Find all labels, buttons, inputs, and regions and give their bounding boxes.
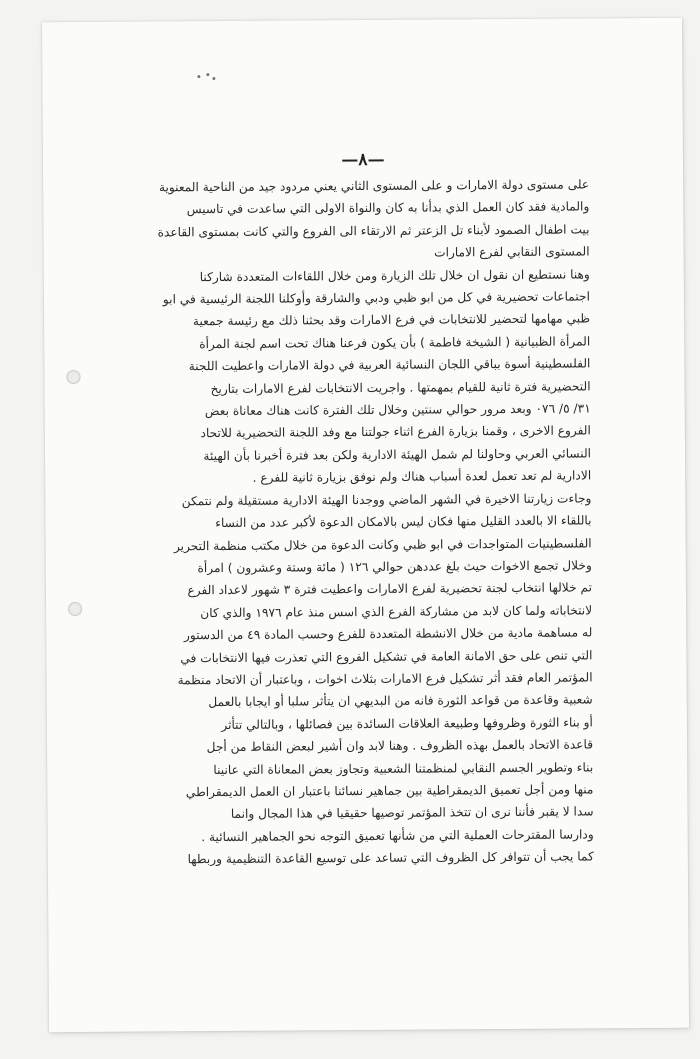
text-line: قاعدة الاتحاد بالعمل بهذه الظروف . وهنا لابد وان أشير لبعض النقاط من أجل xyxy=(206,737,594,755)
text-line: المرأة الظبيانية ( الشيخة فاطمة ) بأن يكون فرعنا هناك تحت اسم لجنة المرأة xyxy=(199,334,591,351)
text-line: بناء وتطوير الجسم النقابي لمنظمتنا الشعبية وتجاوز بعض المعاناة التي عانينا xyxy=(213,759,594,777)
text-line: كما يجب أن تتوافر كل الظروف التي تساعد على توسيع القاعدة التنظيمية وربطها xyxy=(187,849,594,867)
page-number: —٨— xyxy=(341,149,385,171)
text-line: النسائي العربي وحاولنا لم شمل الهيئة الادارية ولكن بعد فترة أخبرنا بأن الهيئة xyxy=(203,446,592,463)
text-line: وخلال تجمع الاخوات حيث بلغ عددهن حوالي ١٢٦ ( مائة وستة وعشرون ) امرأة xyxy=(197,558,592,576)
text-line: اجتماعات تحضيرية في كل من ابو ظبي ودبي والشارقة وأوكلنا اللجنة الرئيسية في ابو xyxy=(162,289,590,307)
text-line: لانتخاباته ولما كان لابد من مشاركة الفرع الذي اسس منذ عام ١٩٧٦ والذي كان xyxy=(200,603,593,620)
text-line: التحضيرية فترة ثانية للقيام بمهمتها . واجريت الانتخابات لفرع الامارات بتاريخ xyxy=(210,379,591,396)
text-line: منها ومن أجل تعميق الديمقراطية بين جماهير نسائنا باعتبار ان العمل الديمقراطي xyxy=(185,782,594,800)
document-page xyxy=(42,18,689,1032)
text-line: الفلسطينية أسوة بباقي اللجان النسائية العربية في دولة الامارات واعطيت اللجنة xyxy=(188,356,591,374)
text-line: باللقاء الا بالعدد القليل منها فكان ليس بالامكان الدعوة لأكبر عدد من النساء xyxy=(215,513,592,531)
text-line: وهنا نستطيع ان نقول ان خلال تلك الزيارة ومن خلال اللقاءات المتعددة شاركنا xyxy=(199,267,590,284)
text-line: ودارسا المقترحات العملية التي من شأنها تعميق التوجه نحو الجماهير النسائية . xyxy=(201,827,594,844)
paragraph-2 xyxy=(128,263,592,490)
text-line: بيت اطفال الصمود لأبناء تل الزعتر ثم الارتقاء الى الفروع والتي كانت بمستوى القاعدة xyxy=(157,222,590,240)
text-line: له مساهمة مادية من خلال الانشطة المتعددة للفرع وحسب المادة ٤٩ من الدستور xyxy=(183,625,593,643)
ink-speck-marks xyxy=(197,73,217,81)
document-body xyxy=(127,173,594,871)
text-line: سدا لا يقبر فأننا نرى ان تتخذ المؤتمر توصيها حقيقيا في هذا المجال وانما xyxy=(230,804,594,822)
text-line: التي تنص على حق الامانة العامة في تشكيل الفروع التي تعذرت فيها الانتخابات في xyxy=(180,647,593,665)
text-line: الفلسطينيات المتواجدات في ابو ظبي وكانت الدعوة من خلال مكتب منظمة التحرير xyxy=(173,535,592,553)
punch-hole-top xyxy=(66,370,80,384)
punch-hole-bottom xyxy=(68,602,82,616)
text-line: ظبي مهامها لتحضير للانتخابات في فرع الامارات وقد بحثنا ذلك مع رئيسة جمعية xyxy=(192,311,591,329)
text-line: تم خلالها انتخاب لجنة تحضيرية لفرع الامارات واعطيت فترة ٣ شهور لاعداد الفرع xyxy=(187,580,593,598)
text-line: وجاءت زيارتنا الاخيرة في الشهر الماضي ووجدنا الهيئة الادارية مستقيلة ولم نتمكن xyxy=(181,491,592,508)
text-line: الادارية لم تعد تعمل لعدة أسباب هناك ولم نوفق بزيارة ثانية للفرع . xyxy=(252,468,592,486)
paragraph-1 xyxy=(127,173,590,266)
text-line: ٣١/ ٥/ ٠٧٦ وبعد مرور حوالي سنتين وخلال تلك الفترة كانت هناك معاناة بعض xyxy=(204,401,591,419)
text-line: شعبية وقاعدة من قواعد الثورة فانه من البديهي ان يتأثر سلبا أو ايجابا بالعمل xyxy=(208,692,593,710)
text-line: المؤتمر العام فقد أثر تشكيل فرع الامارات بثلاث اخوات ، وباعتبار أن الاتحاد منظمة xyxy=(177,670,593,688)
text-line: الفروع الاخرى ، وقمنا بزيارة الفرع اثناء جولتنا مع وفد اللجنة التحضيرية للاتحاد xyxy=(200,423,591,441)
text-line: أو بناء الثورة وظروفها وطبيعة العلاقات السائدة بين فصائلها ، وبالتالي تتأثر xyxy=(221,715,593,732)
paragraph-3 xyxy=(129,487,594,871)
text-line: والمادية فقد كان العمل الذي بدأنا به كان والنواة الاولى التي ساعدت في تاسيس xyxy=(186,199,590,217)
text-line: المستوى النقابي لفرع الامارات xyxy=(434,244,590,260)
text-line: على مستوى دولة الامارات و على المستوى الثاني يعني مردود جيد من الناحية المعنوية xyxy=(158,177,590,195)
